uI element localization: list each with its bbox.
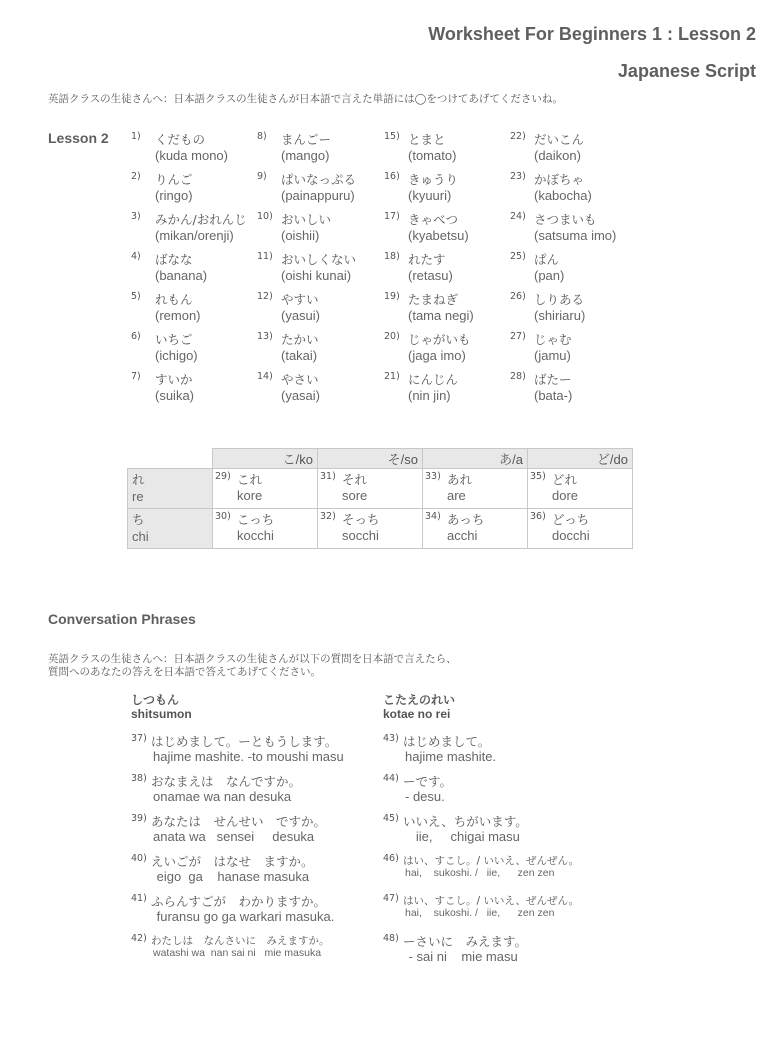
vocab-number: 24)	[510, 211, 526, 222]
phrase-kana: はい、すこし。/ いいえ、ぜんぜん。	[403, 895, 580, 907]
conversation-instruction-2: 質問へのあなたの答えを日本語で答えてあげてください。	[48, 666, 321, 678]
vocab-kana: たかい	[281, 332, 319, 347]
vocab-kana: ばたー	[534, 372, 572, 387]
vocab-romaji: (nin jin)	[408, 388, 451, 403]
vocab-romaji: (remon)	[155, 308, 201, 323]
cell-kana: あれ	[447, 472, 473, 487]
vocab-number: 6)	[131, 331, 141, 342]
vocab-romaji: (bata-)	[534, 388, 573, 403]
cell-romaji: kocchi	[237, 528, 274, 543]
conversation-title: Conversation Phrases	[48, 611, 196, 627]
phrase-romaji: hajime mashite.	[405, 749, 497, 764]
vocab-number: 21)	[384, 371, 400, 382]
vocab-romaji: (tama negi)	[408, 308, 474, 323]
rowhead-kana: れ	[132, 472, 145, 487]
cell-kana: これ	[237, 472, 263, 487]
vocab-number: 28)	[510, 371, 526, 382]
vocab-number: 27)	[510, 331, 526, 342]
phrase-number: 40)	[131, 853, 147, 864]
phrase-romaji: watashi wa nan sai ni mie masuka	[153, 947, 322, 959]
vocab-number: 11)	[257, 251, 273, 262]
vocab-kana: やすい	[281, 292, 319, 307]
cell-romaji: are	[447, 488, 466, 503]
cell-romaji: docchi	[552, 528, 590, 543]
vocab-kana: きゃべつ	[408, 212, 459, 227]
phrase-kana: えいごが はなせ ますか。	[151, 854, 314, 869]
vocab-number: 23)	[510, 171, 526, 182]
vocab-romaji: (kabocha)	[534, 188, 592, 203]
vocab-kana: れたす	[408, 252, 446, 267]
rowhead-romaji: re	[132, 489, 144, 504]
phrase-kana: おなまえは なんですか。	[151, 774, 302, 789]
phrase-number: 39)	[131, 813, 147, 824]
vocab-kana: とまと	[408, 132, 446, 147]
phrase-romaji: hajime mashite. -to moushi masu	[153, 749, 344, 764]
phrase-number: 44)	[383, 773, 399, 784]
vocab-number: 9)	[257, 171, 267, 182]
phrase-romaji: onamae wa nan desuka	[153, 789, 292, 804]
vocab-romaji: (painappuru)	[281, 188, 355, 203]
vocab-romaji: (takai)	[281, 348, 318, 363]
answers-heading-romaji: kotae no rei	[383, 707, 451, 721]
kosoado-cell	[528, 469, 633, 509]
vocab-kana: おいしい	[281, 212, 332, 227]
vocab-romaji: (oishii)	[281, 228, 320, 243]
cell-number: 30)	[215, 511, 231, 522]
phrase-kana: ふらんすごが わかりますか。	[151, 894, 327, 909]
phrase-kana: いいえ、ちがいます。	[403, 814, 528, 829]
phrase-number: 37)	[131, 733, 147, 744]
cell-kana: こっち	[237, 512, 275, 527]
vocab-kana: くだもの	[155, 132, 206, 147]
cell-number: 35)	[530, 471, 546, 482]
vocab-number: 12)	[257, 291, 273, 302]
vocab-number: 19)	[384, 291, 400, 302]
vocab-number: 4)	[131, 251, 141, 262]
phrase-number: 43)	[383, 733, 399, 744]
phrase-kana: はじめまして。	[403, 734, 491, 749]
vocab-kana: たまねぎ	[408, 292, 459, 307]
kosoado-cell	[213, 509, 318, 549]
vocab-romaji: (oishi kunai)	[281, 268, 352, 283]
vocab-romaji: (tomato)	[408, 148, 457, 163]
vocab-kana: きゅうり	[408, 172, 459, 187]
vocab-romaji: (jaga imo)	[408, 348, 466, 363]
conversation-instruction-1: 英語クラスの生徒さんへ：日本語クラスの生徒さんが以下の質問を日本語で言えたら、	[48, 653, 457, 665]
rowhead-kana: ち	[132, 512, 145, 527]
phrase-kana: はい、すこし。/ いいえ、ぜんぜん。	[403, 855, 580, 867]
vocab-kana: じゃがいも	[408, 332, 471, 347]
vocab-romaji: (banana)	[155, 268, 208, 283]
vocab-kana: じゃむ	[534, 332, 572, 347]
phrase-kana: あなたは せんせい ですか。	[151, 814, 327, 829]
cell-kana: それ	[342, 472, 368, 487]
cell-romaji: socchi	[342, 528, 379, 543]
phrase-romaji: - sai ni mie masu	[405, 949, 518, 964]
vocab-kana: さつまいも	[534, 212, 597, 227]
vocab-number: 26)	[510, 291, 526, 302]
kosoado-cell	[213, 469, 318, 509]
cell-number: 34)	[425, 511, 441, 522]
kosoado-row-re	[128, 469, 633, 509]
phrase-number: 41)	[131, 893, 147, 904]
phrase-number: 47)	[383, 893, 399, 904]
phrase-romaji: - desu.	[405, 789, 445, 804]
vocab-number: 22)	[510, 131, 526, 142]
vocab-number: 16)	[384, 171, 400, 182]
vocab-kana: ぱん	[534, 252, 560, 267]
vocab-romaji: (daikon)	[534, 148, 581, 163]
lesson-label: Lesson 2	[48, 130, 109, 146]
vocab-kana: やさい	[281, 372, 319, 387]
vocab-number: 2)	[131, 171, 141, 182]
phrase-kana: ーさいに みえます。	[403, 934, 528, 949]
kosoado-rowhead-re	[128, 469, 213, 509]
phrase-romaji: anata wa sensei desuka	[153, 829, 315, 844]
cell-kana: どれ	[552, 472, 578, 487]
vocab-number: 8)	[257, 131, 267, 142]
vocab-romaji: (yasai)	[281, 388, 321, 403]
rowhead-romaji: chi	[132, 529, 149, 544]
vocab-romaji: (shiriaru)	[534, 308, 586, 323]
phrase-number: 45)	[383, 813, 399, 824]
phrase-number: 38)	[131, 773, 147, 784]
phrase-romaji: iie, chigai masu	[405, 829, 520, 844]
vocab-kana: だいこん	[534, 132, 585, 147]
cell-number: 29)	[215, 471, 231, 482]
kosoado-rowhead-chi	[128, 509, 213, 549]
phrase-number: 48)	[383, 933, 399, 944]
worksheet-title: Worksheet For Beginners 1 : Lesson 2	[428, 24, 756, 44]
vocab-kana: かぼちゃ	[534, 172, 585, 187]
vocab-romaji: (ringo)	[155, 188, 193, 203]
vocab-romaji: (mango)	[281, 148, 330, 163]
phrase-romaji: hai, sukoshi. / iie, zen zen	[405, 867, 555, 879]
phrase-kana: はじめまして。ーともうします。	[151, 734, 338, 749]
phrase-kana: わたしは なんさいに みえますか。	[151, 935, 330, 947]
vocab-number: 20)	[384, 331, 400, 342]
kosoado-cell	[318, 509, 423, 549]
vocab-kana: ばなな	[155, 252, 193, 267]
phrase-number: 42)	[131, 933, 147, 944]
cell-romaji: sore	[342, 488, 368, 503]
vocab-number: 15)	[384, 131, 400, 142]
questions-heading: しつもん	[131, 693, 180, 707]
vocab-number: 18)	[384, 251, 400, 262]
vocab-romaji: (mikan/orenji)	[155, 228, 234, 243]
vocab-romaji: (pan)	[534, 268, 565, 283]
kosoado-col-ko: こ/ko	[213, 449, 318, 469]
vocab-romaji: (retasu)	[408, 268, 453, 283]
vocab-number: 13)	[257, 331, 273, 342]
cell-number: 36)	[530, 511, 546, 522]
vocab-romaji: (kyuuri)	[408, 188, 452, 203]
vocab-kana: いちご	[155, 332, 193, 347]
vocab-romaji: (kyabetsu)	[408, 228, 469, 243]
kosoado-cell	[423, 509, 528, 549]
cell-kana: どっち	[552, 512, 590, 527]
vocab-romaji: (jamu)	[534, 348, 571, 363]
vocab-kana: おいしくない	[281, 252, 357, 267]
vocab-romaji: (satsuma imo)	[534, 228, 617, 243]
cell-romaji: acchi	[447, 528, 478, 543]
cell-kana: あっち	[447, 512, 485, 527]
phrase-kana: ーです。	[403, 774, 453, 789]
vocab-number: 1)	[131, 131, 141, 142]
kosoado-col-so: そ/so	[318, 449, 423, 469]
vocab-number: 25)	[510, 251, 526, 262]
cell-number: 31)	[320, 471, 336, 482]
vocab-kana: ぱいなっぷる	[281, 172, 357, 187]
kosoado-cell	[423, 469, 528, 509]
phrase-romaji: hai, sukoshi. / iie, zen zen	[405, 907, 555, 919]
vocab-romaji: (ichigo)	[155, 348, 198, 363]
kosoado-row-chi	[128, 509, 633, 549]
worksheet-subtitle: Japanese Script	[617, 61, 756, 81]
kosoado-col-a: あ/a	[423, 449, 528, 469]
vocab-romaji: (yasui)	[281, 308, 321, 323]
vocab-romaji: (suika)	[155, 388, 195, 403]
vocab-kana: すいか	[155, 372, 193, 387]
phrase-romaji: eigo ga hanase masuka	[153, 869, 310, 884]
vocab-number: 17)	[384, 211, 400, 222]
vocab-kana: にんじん	[408, 372, 459, 387]
kosoado-header-row	[128, 449, 633, 469]
vocab-kana: れもん	[155, 292, 193, 307]
questions-heading-romaji: shitsumon	[131, 707, 192, 721]
answers-heading: こたえのれい	[383, 693, 456, 707]
vocab-romaji: (kuda mono)	[155, 148, 228, 163]
cell-number: 32)	[320, 511, 336, 522]
vocab-number: 7)	[131, 371, 141, 382]
phrase-romaji: furansu go ga warkari masuka.	[153, 909, 335, 924]
cell-romaji: dore	[552, 488, 579, 503]
cell-number: 33)	[425, 471, 441, 482]
kosoado-cell	[528, 509, 633, 549]
phrase-number: 46)	[383, 853, 399, 864]
lesson-instruction: 英語クラスの生徒さんへ：日本語クラスの生徒さんが日本語で言えた単語には◯をつけてあげてくださいね。	[48, 93, 563, 105]
vocab-kana: まんごー	[281, 132, 332, 147]
vocab-number: 10)	[257, 211, 273, 222]
kosoado-col-do: ど/do	[528, 449, 633, 469]
kosoado-cell	[318, 469, 423, 509]
vocab-kana: りんご	[155, 172, 193, 187]
cell-romaji: kore	[237, 488, 263, 503]
vocab-number: 5)	[131, 291, 141, 302]
vocab-number: 3)	[131, 211, 141, 222]
cell-kana: そっち	[342, 512, 380, 527]
kosoado-corner	[128, 449, 213, 469]
kosoado-table	[127, 448, 633, 549]
vocab-kana: しりある	[534, 292, 585, 307]
vocab-number: 14)	[257, 371, 273, 382]
vocab-kana: みかん/おれんじ	[155, 212, 247, 227]
